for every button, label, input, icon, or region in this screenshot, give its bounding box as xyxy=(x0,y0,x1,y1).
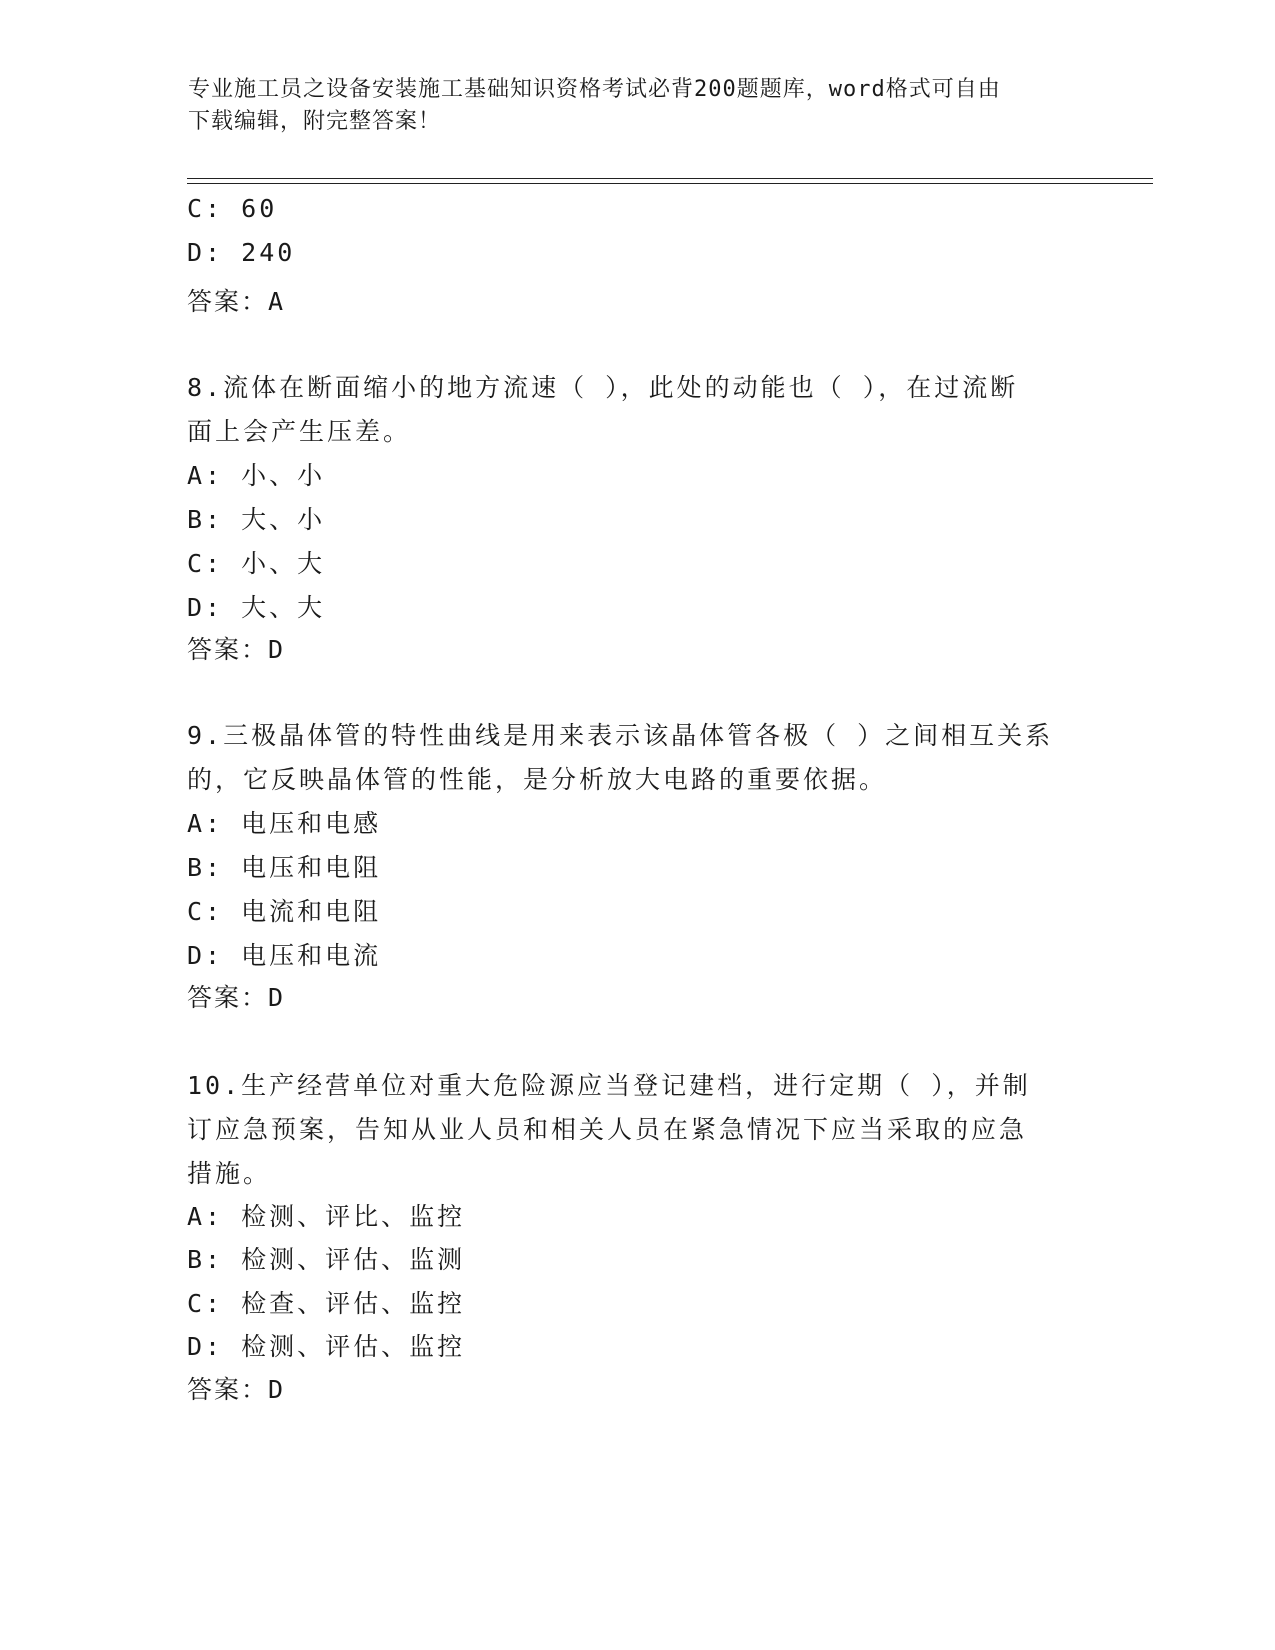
document-header xyxy=(188,74,1068,138)
question-stem-line: 9.三极晶体管的特性曲线是用来表示该晶体管各极（ ）之间相互关系 xyxy=(187,721,1054,750)
header-rule-bottom xyxy=(187,183,1153,184)
header-line-2: 下载编辑，附完整答案！ xyxy=(188,109,442,134)
answer-line: 答案：D xyxy=(187,635,286,664)
option-c: C: 60 xyxy=(187,194,278,223)
question-stem-line: 措施。 xyxy=(187,1159,272,1188)
option-b: B: 大、小 xyxy=(187,505,326,534)
option-c: C: 小、大 xyxy=(187,549,326,578)
option-a: A: 小、小 xyxy=(187,461,326,490)
option-a: A: 检测、评比、监控 xyxy=(187,1202,466,1231)
option-d: D: 检测、评估、监控 xyxy=(187,1332,466,1361)
question-stem-line: 8.流体在断面缩小的地方流速（ ），此处的动能也（ ），在过流断 xyxy=(187,373,1019,402)
option-b: B: 电压和电阻 xyxy=(187,853,382,882)
answer-line: 答案：A xyxy=(187,287,286,316)
header-rule-top xyxy=(187,178,1153,179)
question-stem-line: 10.生产经营单位对重大危险源应当登记建档，进行定期（ ），并制 xyxy=(187,1071,1031,1100)
header-line-1: 专业施工员之设备安装施工基础知识资格考试必背200题题库，word格式可自由 xyxy=(188,77,1001,102)
option-d: D: 240 xyxy=(187,238,296,267)
question-stem-line: 的，它反映晶体管的性能，是分析放大电路的重要依据。 xyxy=(187,765,888,794)
option-d: D: 电压和电流 xyxy=(187,941,382,970)
answer-line: 答案：D xyxy=(187,983,286,1012)
option-a: A: 电压和电感 xyxy=(187,809,382,838)
option-c: C: 检查、评估、监控 xyxy=(187,1289,466,1318)
option-d: D: 大、大 xyxy=(187,593,326,622)
question-stem-line: 订应急预案，告知从业人员和相关人员在紧急情况下应当采取的应急 xyxy=(187,1115,1028,1144)
answer-line: 答案：D xyxy=(187,1375,286,1404)
option-c: C: 电流和电阻 xyxy=(187,897,382,926)
question-stem-line: 面上会产生压差。 xyxy=(187,417,412,446)
option-b: B: 检测、评估、监测 xyxy=(187,1245,466,1274)
